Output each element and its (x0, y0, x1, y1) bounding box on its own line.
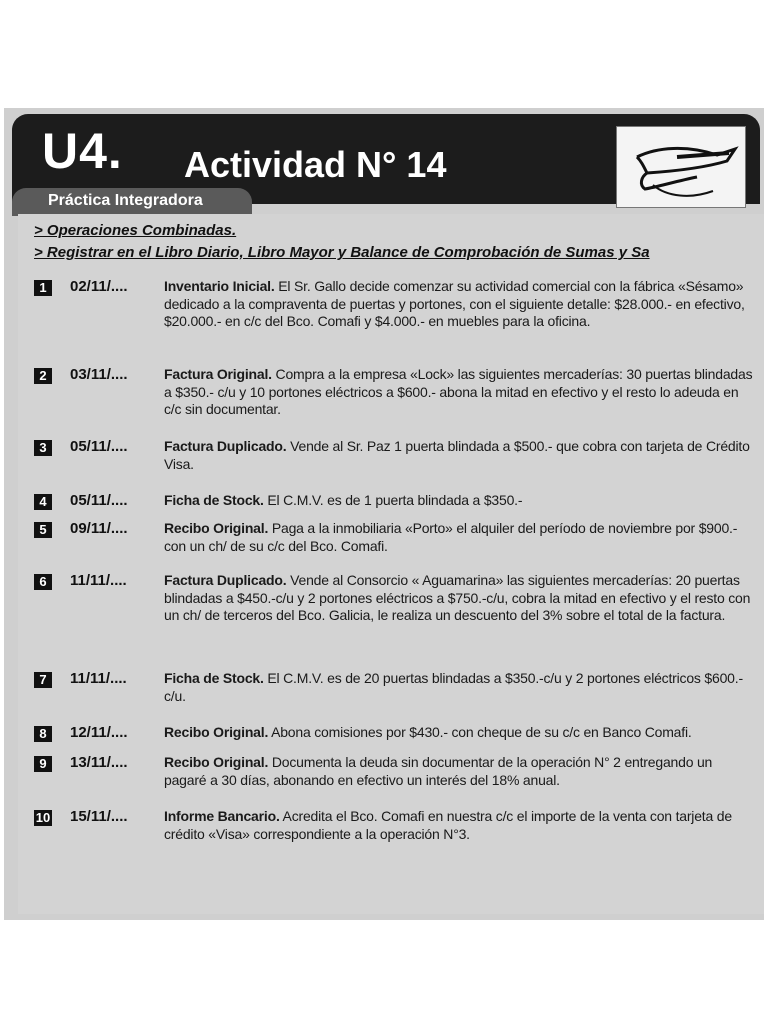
item-description (164, 438, 756, 473)
item-type: Recibo Original. (164, 754, 269, 770)
item-description (164, 366, 756, 419)
item-text: El C.M.V. es de 1 puerta blindada a $350.- (263, 492, 523, 508)
item-text: El Sr. Gallo decide comenzar su actividad comercial con la fábrica «Sésamo» dedicado a la compraventa de puertas y portones, con el siguiente detalle: $28.000.- en efectivo, $20.000.- en c/c del Bco. Comafi y $4.000.- en muebles para la oficina. (164, 278, 745, 329)
subtitle-label: Práctica Integradora (48, 192, 203, 209)
item-number: 5 (34, 522, 52, 538)
item-number: 1 (34, 280, 52, 296)
item-number: 2 (34, 368, 52, 384)
item-text: Vende al Sr. Paz 1 puerta blindada a $500.- que cobra con tarjeta de Crédito Visa. (164, 438, 750, 472)
item-date: 03/11/.... (70, 366, 128, 383)
pen-writing-icon (616, 126, 746, 208)
item-text: Documenta la deuda sin documentar de la operación N° 2 entregando un pagaré a 30 días, abonando en efectivo un interés del 18% anual. (164, 754, 713, 788)
item-number: 8 (34, 726, 52, 742)
worksheet (4, 108, 764, 920)
item-number: 9 (34, 756, 52, 772)
item-type: Ficha de Stock. (164, 670, 264, 686)
item-number: 4 (34, 494, 52, 510)
item-number: 10 (35, 810, 51, 825)
instruction-line-1: > Operaciones Combinadas. (34, 222, 237, 239)
item-text: El C.M.V. es de 20 puertas blindadas a $350.-c/u y 2 portones eléctricos $600.- c/u. (164, 670, 743, 704)
item-date: 02/11/.... (70, 278, 128, 295)
item-description (164, 754, 756, 789)
item-date: 15/11/.... (70, 808, 128, 825)
item-description (164, 572, 756, 625)
item-text: Abona comisiones por $430.- con cheque de su c/c en Banco Comafi. (268, 724, 692, 740)
item-type: Ficha de Stock. (164, 492, 264, 508)
item-number: 3 (34, 440, 52, 456)
content-area (18, 214, 764, 914)
subtitle-bar (12, 188, 252, 216)
item-date: 05/11/.... (70, 492, 128, 509)
item-number: 6 (34, 574, 52, 590)
item-text: Paga a la inmobiliaria «Porto» el alquiler del período de noviembre por $900.- con un ch/ de su c/c del Bco. Comafi. (164, 520, 738, 554)
item-type: Factura Duplicado. (164, 572, 287, 588)
item-text: Vende al Consorcio « Aguamarina» las siguientes mercaderías: 20 puertas blindadas a $450.-c/u y 2 portones eléctricos a $750.-c/u, cobra la mitad en efectivo y el resto con un ch/ de terceros del Bco. Galicia, le realiza un descuento del 3% sobre el total de la factura. (164, 572, 751, 623)
item-type: Recibo Original. (164, 520, 269, 536)
item-date: 12/11/.... (70, 724, 128, 741)
item-date: 11/11/.... (70, 572, 127, 589)
item-type: Factura Original. (164, 366, 272, 382)
item-date: 09/11/.... (70, 520, 128, 537)
item-description (164, 492, 756, 510)
item-description (164, 808, 756, 843)
item-type: Factura Duplicado. (164, 438, 287, 454)
item-type: Informe Bancario. (164, 808, 280, 824)
item-text: Acredita el Bco. Comafi en nuestra c/c el importe de la venta con tarjeta de crédito «Visa» correspondiente a la operación N°3. (164, 808, 732, 842)
item-description (164, 724, 756, 742)
item-date: 13/11/.... (70, 754, 128, 771)
item-type: Inventario Inicial. (164, 278, 275, 294)
item-description (164, 520, 756, 555)
item-date: 05/11/.... (70, 438, 128, 455)
instruction-line-2: > Registrar en el Libro Diario, Libro Mayor y Balance de Comprobación de Sumas y Sa (34, 244, 650, 261)
item-number: 7 (34, 672, 52, 688)
item-type: Recibo Original. (164, 724, 269, 740)
activity-title: Actividad N° 14 (184, 144, 447, 185)
item-date: 11/11/.... (70, 670, 127, 687)
item-description (164, 278, 756, 331)
item-text: Compra a la empresa «Lock» las siguientes mercaderías: 30 puertas blindadas a $350.- c/u y 10 portones eléctricos a $600.- abona la mitad en efectivo y el resto lo adeuda en c/c sin documentar. (164, 366, 753, 417)
unit-label: U4. (42, 123, 123, 179)
item-description (164, 670, 756, 705)
